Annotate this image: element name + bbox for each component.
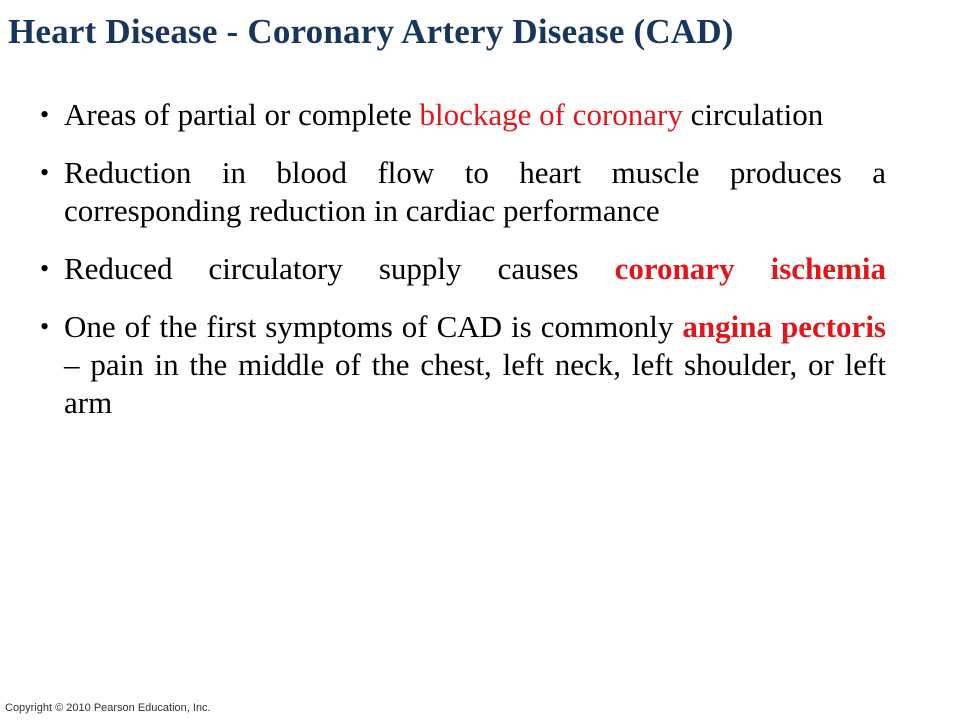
- bullet-item-angina: [40, 308, 886, 422]
- bullet-highlight-bold: coronary ischemia: [614, 251, 886, 286]
- bullet-highlight-bold: angina pectoris: [682, 309, 886, 344]
- bullet-item-blood-flow: [40, 154, 886, 230]
- slide-title: Heart Disease - Coronary Artery Disease (CAD): [8, 12, 734, 51]
- bullet-text: Reduced circulatory supply causes: [64, 251, 615, 286]
- bullet-text: Reduction in blood flow to heart muscle produces a corresponding reduction in cardiac performance: [64, 155, 886, 228]
- bullet-text: Areas of partial or complete: [64, 97, 420, 132]
- bullet-list: [40, 96, 886, 442]
- bullet-dot-icon: •: [40, 158, 50, 187]
- bullet-text: – pain in the middle of the chest, left neck, left shoulder, or left arm: [64, 347, 886, 420]
- bullet-item-ischemia: [40, 250, 886, 288]
- bullet-highlight: blockage of coronary: [419, 97, 683, 132]
- bullet-text: One of the first symptoms of CAD is commonly: [64, 309, 683, 344]
- bullet-item-blockage: [40, 96, 886, 134]
- bullet-dot-icon: •: [40, 254, 50, 283]
- copyright-notice: Copyright © 2010 Pearson Education, Inc.: [5, 702, 211, 714]
- bullet-text: circulation: [682, 97, 824, 132]
- bullet-dot-icon: •: [40, 312, 50, 341]
- bullet-dot-icon: •: [40, 100, 50, 129]
